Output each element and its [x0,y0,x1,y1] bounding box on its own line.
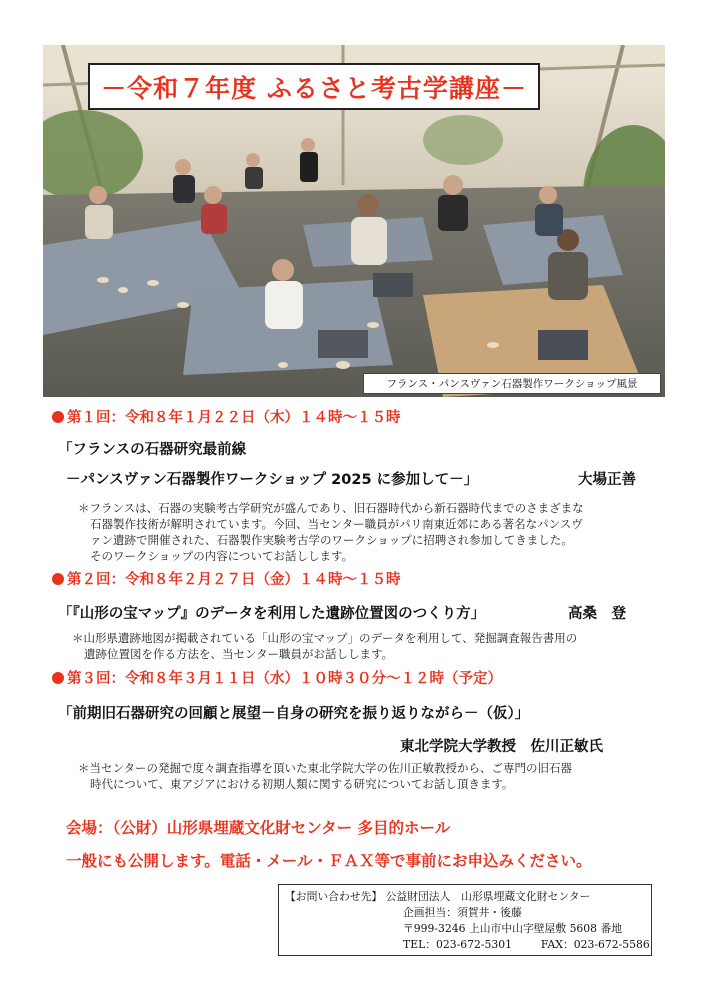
session-3-title: 「前期旧石器研究の回顧と展望－自身の研究を振り返りながら－（仮）」 [58,706,530,722]
session-1-note-line3: ァン遺跡で開催された、石器製作実験考古学のワークショップに招聘され参加してきました。 [90,533,573,547]
session-3-note-line1: ＊当センターの発掘で度々調査指導を頂いた東北学院大学の佐川正敏教授から、ご専門の旧石器 [78,761,573,775]
page-title: －令和７年度 ふるさと考古学講座－ [88,63,540,110]
session-1-title-line1: 「フランスの石器研究最前線 [58,442,247,458]
session-1-note-line4: そのワークショップの内容についてお話しします。 [90,549,354,563]
session-3-heading [52,667,502,688]
contact-fax: FAX：023-672-5586 [540,938,650,951]
session-2-title: 「『山形の宝マップ』のデータを利用した遺跡位置図のつくり方」 [58,606,486,622]
contact-org: 公益財団法人 山形県埋蔵文化財センター [385,890,591,903]
contact-address: 〒999-3246 上山市中山字壁屋敷 5608 番地 [403,922,623,935]
bullet-dot-icon [52,573,64,585]
session-2-note-line1: ＊山形県遺跡地図が掲載されている「山形の宝マップ」のデータを利用して、発掘調査報告書用の [72,631,578,645]
session-1-note-line2: 石器製作技術が解明されています。今回、当センター職員がパリ南東近郊にある著名なパンスヴ [90,517,583,531]
contact-staff: 企画担当：須賀井・後藤 [403,906,522,919]
session-3-date: 第３回：令和８年３月１１日（水）１０時３０分～１２時（予定） [67,671,502,687]
session-1-date: 第１回：令和８年１月２２日（木）１４時～１５時 [67,410,401,426]
session-2-heading [52,568,401,589]
session-2-note-line2: 遺跡位置図を作る方法を、当センター職員がお話しします。 [84,647,394,661]
session-2-date: 第２回：令和８年２月２７日（金）１４時～１５時 [67,572,401,588]
contact-label: 【お問い合わせ先】 [285,890,383,903]
session-1-note-line1: ＊フランスは、石器の実験考古学研究が盛んであり、旧石器時代から新石器時代までのさまざまな [78,501,584,515]
session-2-speaker: 高桑 登 [568,606,626,622]
photo-caption: フランス・パンスヴァン石器製作ワークショップ風景 [363,373,661,394]
session-1-heading [52,406,401,427]
venue-text: 会場：（公財）山形県埋蔵文化財センター 多目的ホール [66,819,451,837]
session-3-speaker: 東北学院大学教授 佐川正敏氏 [400,739,603,755]
bullet-dot-icon [52,411,64,423]
session-3-note-line2: 時代について、東アジアにおける初期人類に関する研究についてお話し頂きます。 [90,777,514,791]
public-notice: 一般にも公開します。電話・メール・ＦＡＸ等で事前にお申込みください。 [66,852,592,870]
session-1-speaker: 大場正善 [578,472,636,488]
bullet-dot-icon [52,672,64,684]
session-1-title-line2: －パンスヴァン石器製作ワークショップ 2025 に参加して－」 [66,472,479,488]
contact-tel: TEL：023-672-5301 [403,938,513,951]
contact-box [278,884,652,956]
